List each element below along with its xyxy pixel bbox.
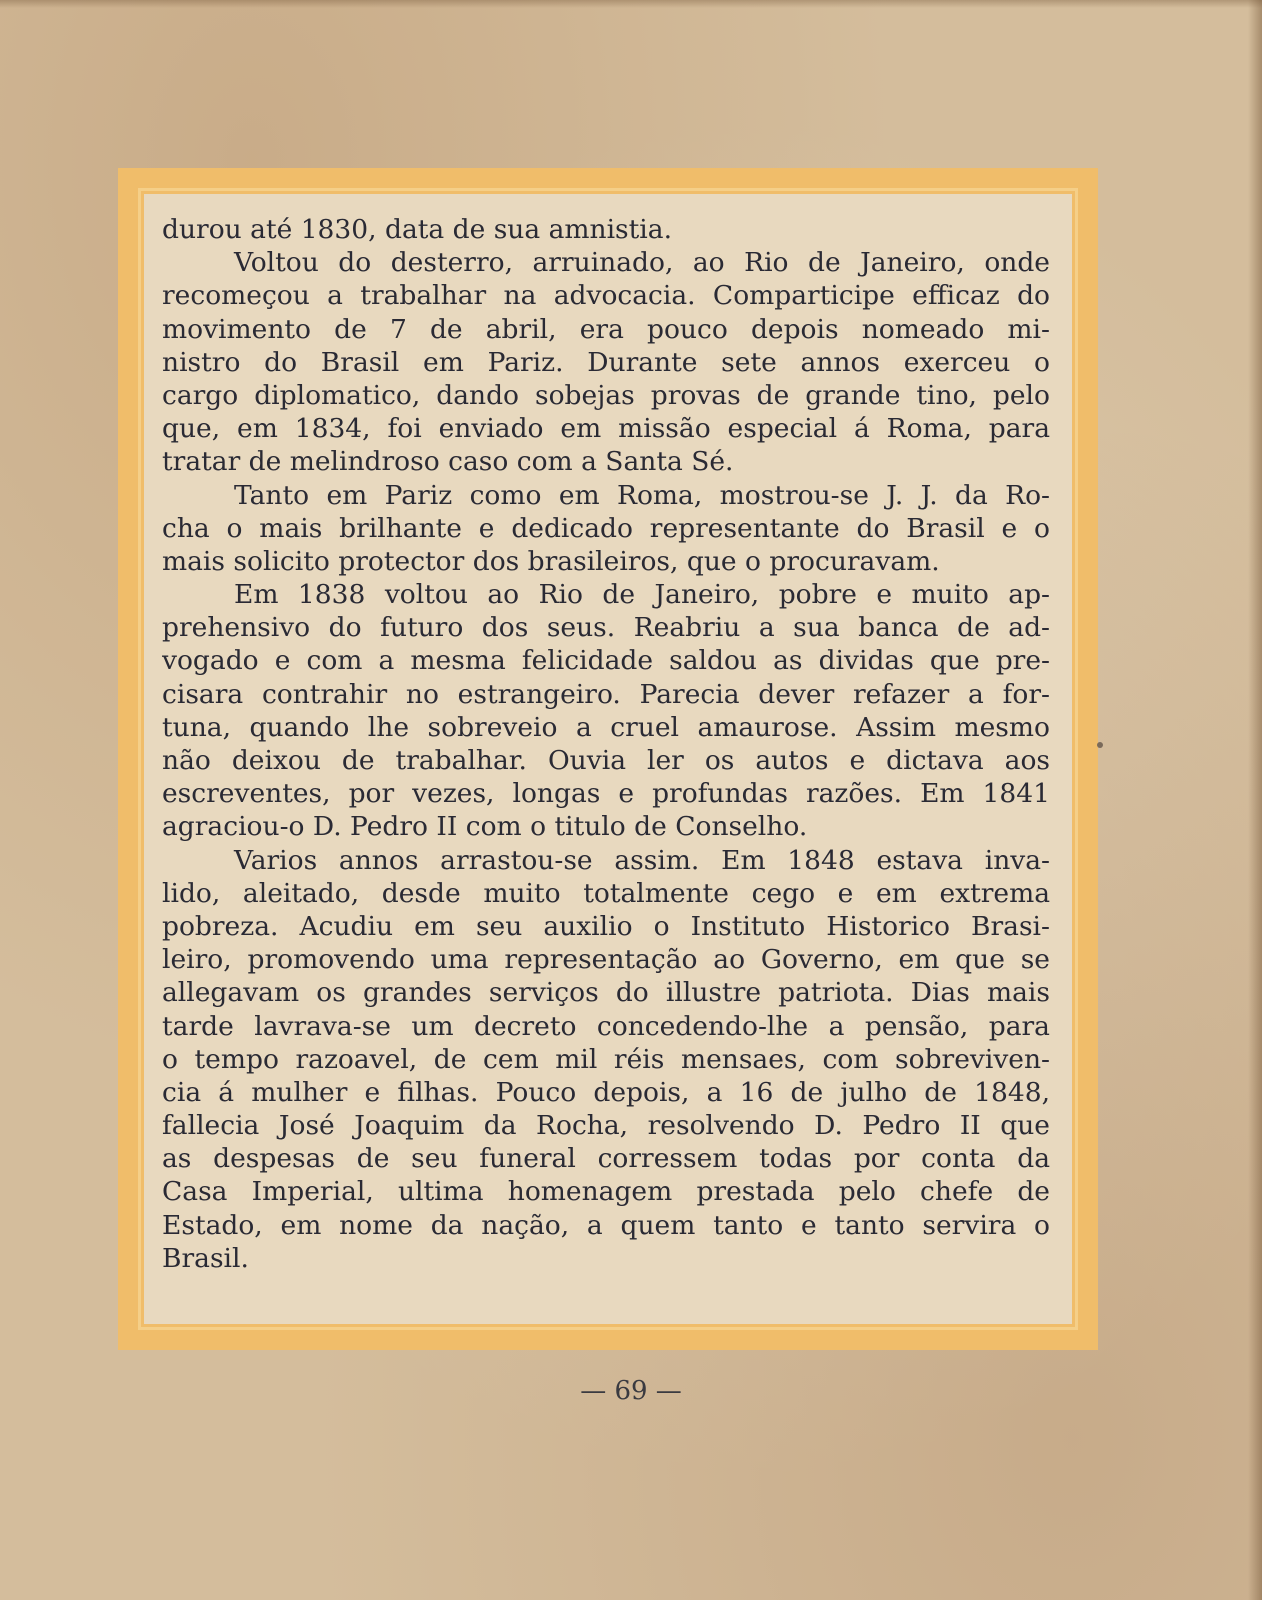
text-line: mais solicito protector dos brasileiros, que o procuravam. xyxy=(162,545,940,577)
text-line: não deixou de trabalhar. Ouvia ler os autos e dictava aos xyxy=(162,745,1050,776)
page-top-shadow xyxy=(0,0,1262,8)
page-number: — 69 — xyxy=(580,1376,682,1406)
text-line: cia á mulher e filhas. Pouco depois, a 16 de julho de 1848, xyxy=(162,1076,1050,1108)
text-line: cargo diplomatico, dando sobejas provas de grande tino, pelo xyxy=(162,379,1050,411)
text-line: cisara contrahir no estrangeiro. Parecia dever refazer a for- xyxy=(162,678,1050,710)
text-line: Voltou do desterro, arruinado, ao Rio de Janeiro, onde xyxy=(234,247,1050,279)
text-line: Estado, em nome da nação, a quem tanto e tanto servira o xyxy=(162,1209,1050,1241)
text-line: Casa Imperial, ultima homenagem prestada pelo chefe de xyxy=(162,1176,1050,1208)
text-line: vogado e com a mesma felicidade saldou as dividas que pre- xyxy=(162,645,1050,677)
page-right-edge xyxy=(1248,0,1262,1600)
text-line: allegavam os grandes serviços do illustre patriota. Dias mais xyxy=(162,977,1050,1009)
text-line: escreventes, por vezes, longas e profundas razões. Em 1841 xyxy=(162,778,1050,810)
text-line: lido, aleitado, desde muito totalmente cego e em extrema xyxy=(162,877,1050,909)
text-line: cha o mais brilhante e dedicado representante do Brasil e o xyxy=(162,512,1050,544)
text-line: prehensivo do futuro dos seus. Reabriu a sua banca de ad- xyxy=(162,612,1050,644)
text-line: durou até 1830, data de sua amnistia. xyxy=(162,214,672,245)
text-line: recomeçou a trabalhar na advocacia. Comparticipe efficaz do xyxy=(162,280,1050,312)
paper-speck xyxy=(1097,742,1103,748)
text-line: que, em 1834, foi enviado em missão especial á Roma, para xyxy=(162,413,1050,445)
text-line: tarde lavrava-se um decreto concedendo-lhe a pensão, para xyxy=(162,1010,1050,1042)
text-line: Tanto em Pariz como em Roma, mostrou-se J. J. da Ro- xyxy=(234,479,1050,511)
text-line: leiro, promovendo uma representação ao Governo, em que se xyxy=(162,944,1050,976)
text-line: nistro do Brasil em Pariz. Durante sete annos exerceu o xyxy=(162,346,1050,378)
text-line: movimento de 7 de abril, era pouco depois nomeado mi- xyxy=(162,313,1050,345)
text-line: tuna, quando lhe sobreveio a cruel amaurose. Assim mesmo xyxy=(162,711,1050,743)
text-line: as despesas de seu funeral corressem todas por conta da xyxy=(162,1143,1050,1175)
text-line: agraciou-o D. Pedro II com o titulo de Conselho. xyxy=(162,811,808,843)
text-line: fallecia José Joaquim da Rocha, resolvendo D. Pedro II que xyxy=(162,1110,1050,1142)
text-line: tratar de melindroso caso com a Santa Sé. xyxy=(162,446,734,478)
text-line: Em 1838 voltou ao Rio de Janeiro, pobre e muito ap- xyxy=(234,579,1050,611)
text-line: o tempo razoavel, de cem mil réis mensaes, com sobreviven- xyxy=(162,1043,1050,1075)
body-text xyxy=(162,213,1050,1275)
text-line: pobreza. Acudiu em seu auxilio o Instituto Historico Brasi- xyxy=(162,910,1050,942)
text-line: Varios annos arrastou-se assim. Em 1848 estava inva- xyxy=(234,844,1050,876)
text-line: Brasil. xyxy=(162,1242,249,1274)
